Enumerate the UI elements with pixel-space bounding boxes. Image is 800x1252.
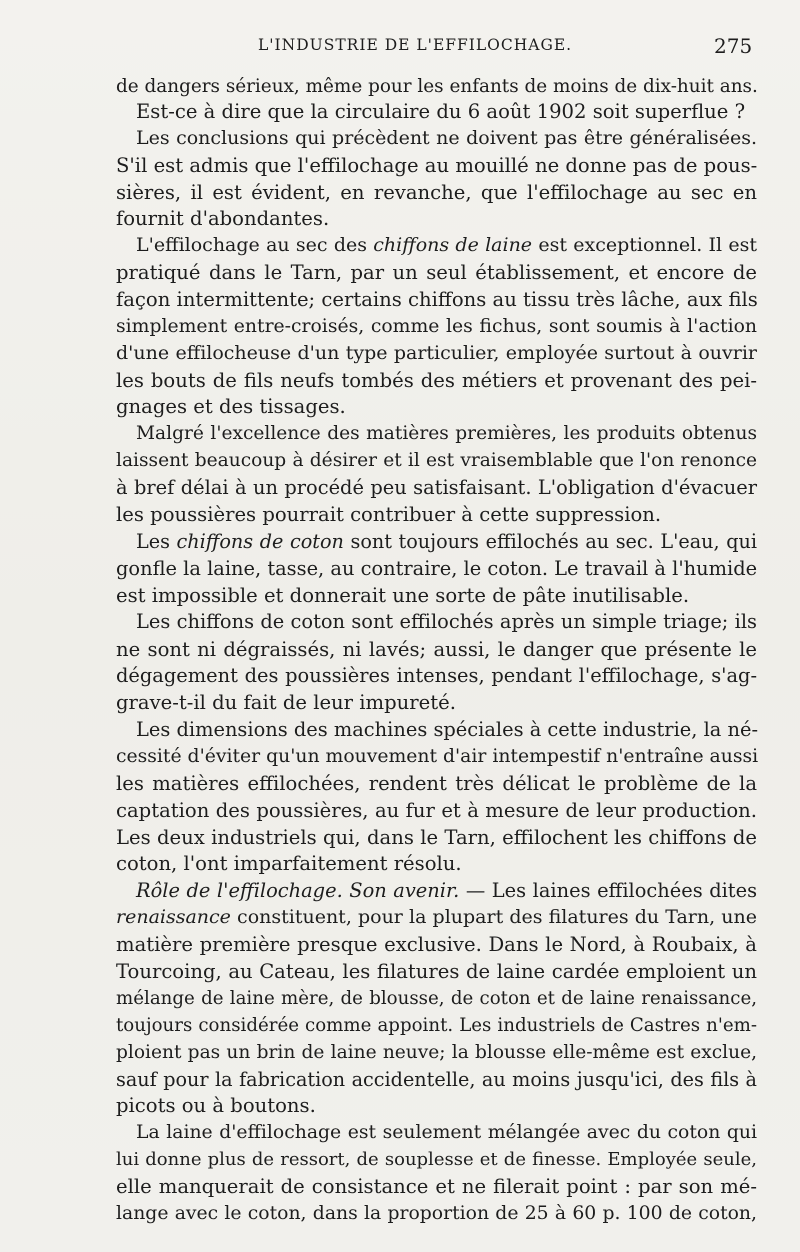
text-line: Les dimensions des machines spéciales à cette industrie, la né- bbox=[136, 718, 759, 741]
text-line: de dangers sérieux, même pour les enfants de moins de dix-huit ans. bbox=[116, 76, 758, 97]
text-line: fournit d'abondantes. bbox=[116, 207, 330, 230]
running-title: L'INDUSTRIE DE L'EFFILOCHAGE. bbox=[258, 36, 573, 54]
text-line: d'une effilocheuse d'un type particulier, employée surtout à ouvrir bbox=[116, 342, 757, 364]
text-line: les bouts de fils neufs tombés des métiers et provenant des pei- bbox=[116, 369, 757, 392]
text-line: à bref délai à un procédé peu satisfaisant. L'obligation d'évacuer bbox=[116, 476, 757, 499]
text-line: Les chiffons de coton sont effilochés après un simple triage; ils bbox=[136, 610, 757, 633]
text-line: est impossible et donnerait une sorte de pâte inutilisable. bbox=[116, 584, 690, 607]
text-line bbox=[136, 877, 757, 904]
text-line: grave-t-il du fait de leur impureté. bbox=[116, 691, 456, 714]
page-number: 275 bbox=[714, 34, 753, 58]
text-run: L'effilochage bbox=[136, 234, 260, 256]
text-line: pratiqué dans le Tarn, par un seul établissement, et encore de bbox=[116, 261, 757, 284]
italic-term: chiffons de laine bbox=[373, 234, 533, 256]
text-run: constituent, pour la plupart des filatures du Tarn, une bbox=[237, 906, 757, 928]
text-line bbox=[136, 528, 757, 555]
text-line: lui donne plus de ressort, de souplesse et de finesse. Employée seule, bbox=[116, 1149, 757, 1170]
text-run: au sec des bbox=[266, 234, 367, 256]
text-line: les matières effilochées, rendent très délicat le problème de la bbox=[116, 772, 757, 795]
text-line: Les deux industriels qui, dans le Tarn, effilochent les chiffons de bbox=[116, 826, 757, 849]
text-line: façon intermittente; certains chiffons au tissu très lâche, aux fils bbox=[116, 288, 758, 311]
text-line: captation des poussières, au fur et à mesure de leur production. bbox=[116, 799, 757, 822]
page-header bbox=[0, 36, 800, 60]
text-line: dégagement des poussières intenses, pendant l'effilochage, s'ag- bbox=[116, 664, 757, 687]
text-line: coton, l'ont imparfaitement résolu. bbox=[116, 852, 462, 875]
text-line: gonfle la laine, tasse, au contraire, le coton. Le travail à l'humide bbox=[116, 557, 758, 580]
text-line: matière première presque exclusive. Dans le Nord, à Roubaix, à bbox=[116, 933, 757, 956]
text-run: sont toujours effilochés au sec. L'eau, qui bbox=[350, 530, 757, 553]
text-line: laissent beaucoup à désirer et il est vraisemblable que l'on renonce bbox=[116, 450, 757, 471]
text-line: sauf pour la fabrication accidentelle, au moins jusqu'ici, des fils à bbox=[116, 1068, 757, 1091]
text-run: — Les laines effilochées dites bbox=[465, 879, 758, 902]
text-line: Est-ce à dire que la circulaire du 6 août 1902 soit superflue ? bbox=[136, 100, 746, 123]
italic-term: chiffons de coton bbox=[176, 530, 344, 553]
text-line: ploient pas un brin de laine neuve; la blousse elle-même est exclue, bbox=[116, 1042, 757, 1063]
text-line bbox=[116, 904, 757, 931]
text-line: Tourcoing, au Cateau, les filatures de laine cardée emploient un bbox=[116, 960, 757, 983]
text-line: ne sont ni dégraissés, ni lavés; aussi, le danger que présente le bbox=[116, 638, 757, 661]
text-line: Malgré l'excellence des matières premières, les produits obtenus bbox=[136, 423, 757, 444]
text-line: simplement entre-croisés, comme les fichus, sont soumis à l'action bbox=[116, 316, 757, 337]
text-line: sières, il est évident, en revanche, que l'effilochage au sec en bbox=[116, 181, 757, 204]
text-line: toujours considérée comme appoint. Les industriels de Castres n'em- bbox=[116, 1015, 757, 1036]
italic-term: renaissance bbox=[116, 906, 231, 928]
text-line: Les conclusions qui précèdent ne doivent pas être généralisées. bbox=[136, 127, 757, 149]
text-line: picots ou à boutons. bbox=[116, 1094, 316, 1117]
section-heading: Rôle de l'effilochage. Son avenir. bbox=[136, 879, 460, 902]
text-run: est exceptionnel. Il est bbox=[538, 234, 757, 256]
text-line: cessité d'éviter qu'un mouvement d'air intempestif n'entraîne aussi bbox=[116, 746, 759, 767]
text-line: lange avec le coton, dans la proportion de 25 à 60 p. 100 de coton, bbox=[116, 1203, 757, 1224]
text-line: les poussières pourrait contribuer à cette suppression. bbox=[116, 503, 662, 526]
text-line: S'il est admis que l'effilochage au mouillé ne donne pas de pous- bbox=[116, 154, 758, 177]
text-run: Les bbox=[136, 530, 170, 553]
text-line bbox=[136, 232, 757, 259]
text-line: mélange de laine mère, de blousse, de coton et de laine renaissance, bbox=[116, 988, 757, 1009]
text-line: gnages et des tissages. bbox=[116, 395, 346, 418]
text-line: La laine d'effilochage est seulement mélangée avec du coton qui bbox=[136, 1122, 757, 1143]
text-line: elle manquerait de consistance et ne filerait point : par son mé- bbox=[116, 1175, 757, 1198]
